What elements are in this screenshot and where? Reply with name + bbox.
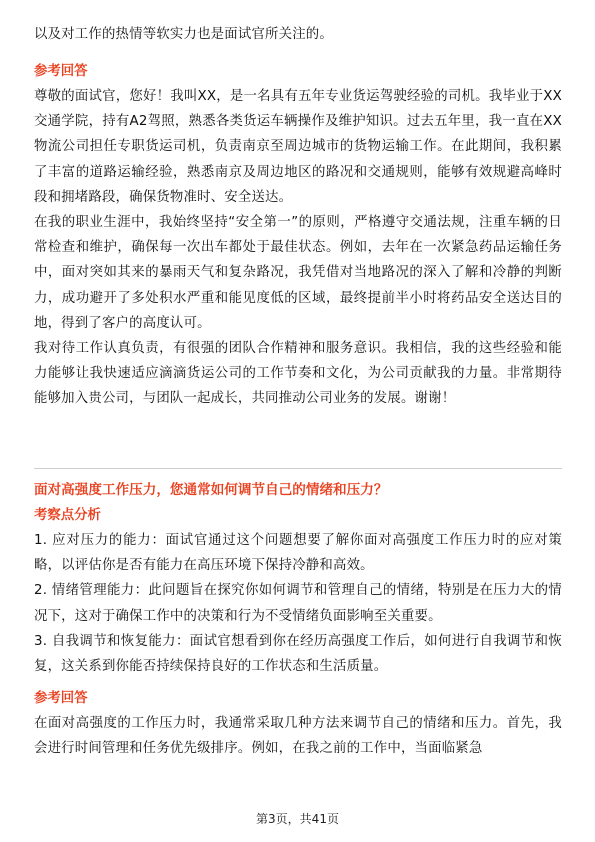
answer2-label: 参考回答 [34, 691, 88, 707]
question2-section [34, 478, 562, 762]
answer2-paragraph: 在面对高强度的工作压力时，我通常采取几种方法来调节自己的情绪和压力。首先，我会进行时间管理和任务优先级排序。例如，在我之前的工作中，当面临紧急 [34, 716, 562, 757]
analysis-point-2: 2. 情绪管理能力：此问题旨在探究你如何调节和管理自己的情绪，特别是在压力大的情况下，这对于确保工作中的决策和行为不受情绪负面影响至关重要。 [34, 583, 562, 624]
question2-title: 面对高强度工作压力，您通常如何调节自己的情绪和压力？ [34, 482, 388, 498]
answer1-label: 参考回答 [34, 64, 88, 79]
answer1-paragraph-3: 我对待工作认真负责，有很强的团队合作精神和服务意识。我相信，我的这些经验和能力能够让我快速适应滴滴货运公司的工作节奏和文化，为公司贡献我的力量。非常期待能够加入贵公司，与团队一起成长，共同推动公司业务的发展。谢谢！ [34, 341, 562, 407]
answer1-section [34, 60, 562, 412]
analysis-point-3: 3. 自我调节和恢复能力：面试官想看到你在经历高强度工作后，如何进行自我调节和恢复，这关系到你能否持续保持良好的工作状态和生活质量。 [34, 633, 562, 675]
section-divider [34, 468, 562, 469]
intro-tail-text: 以及对工作的热情等软实力也是面试官所关注的。 [34, 27, 333, 42]
answer1-paragraph-1: 尊敬的面试官，您好！我叫XX，是一名具有五年专业货运驾驶经验的司机。我毕业于XX交通学院，持有A2驾照，熟悉各类货运车辆操作及维护知识。过去五年里，我一直在XX物流公司担任专职货运司机，负责南京至周边城市的货物运输工作。在此期间，我积累了丰富的道路运输经验，熟悉南京及周边地区的路况和交通规则，能够有效规避高峰时段和拥堵路段，确保货物准时、安全送达。 [34, 89, 562, 205]
analysis-point-1: 1. 应对压力的能力：面试官通过这个问题想要了解你面对高强度工作压力时的应对策略，以评估你是否有能力在高压环境下保持冷静和高效。 [34, 533, 562, 574]
answer1-paragraph-2: 在我的职业生涯中，我始终坚持“安全第一”的原则，严格遵守交通法规，注重车辆的日常检查和维护，确保每一次出车都处于最佳状态。例如，去年在一次紧急药品运输任务中，面对突如其来的暴雨天气和复杂路况，我凭借对当地路况的深入了解和冷静的判断力，成功避开了多处积水严重和能见度低的区域，最终提前半小时将药品安全送达目的地，得到了客户的高度认可。 [34, 215, 562, 331]
analysis-label: 考察点分析 [34, 508, 101, 523]
page-number: 第3页，共41页 [256, 812, 339, 826]
